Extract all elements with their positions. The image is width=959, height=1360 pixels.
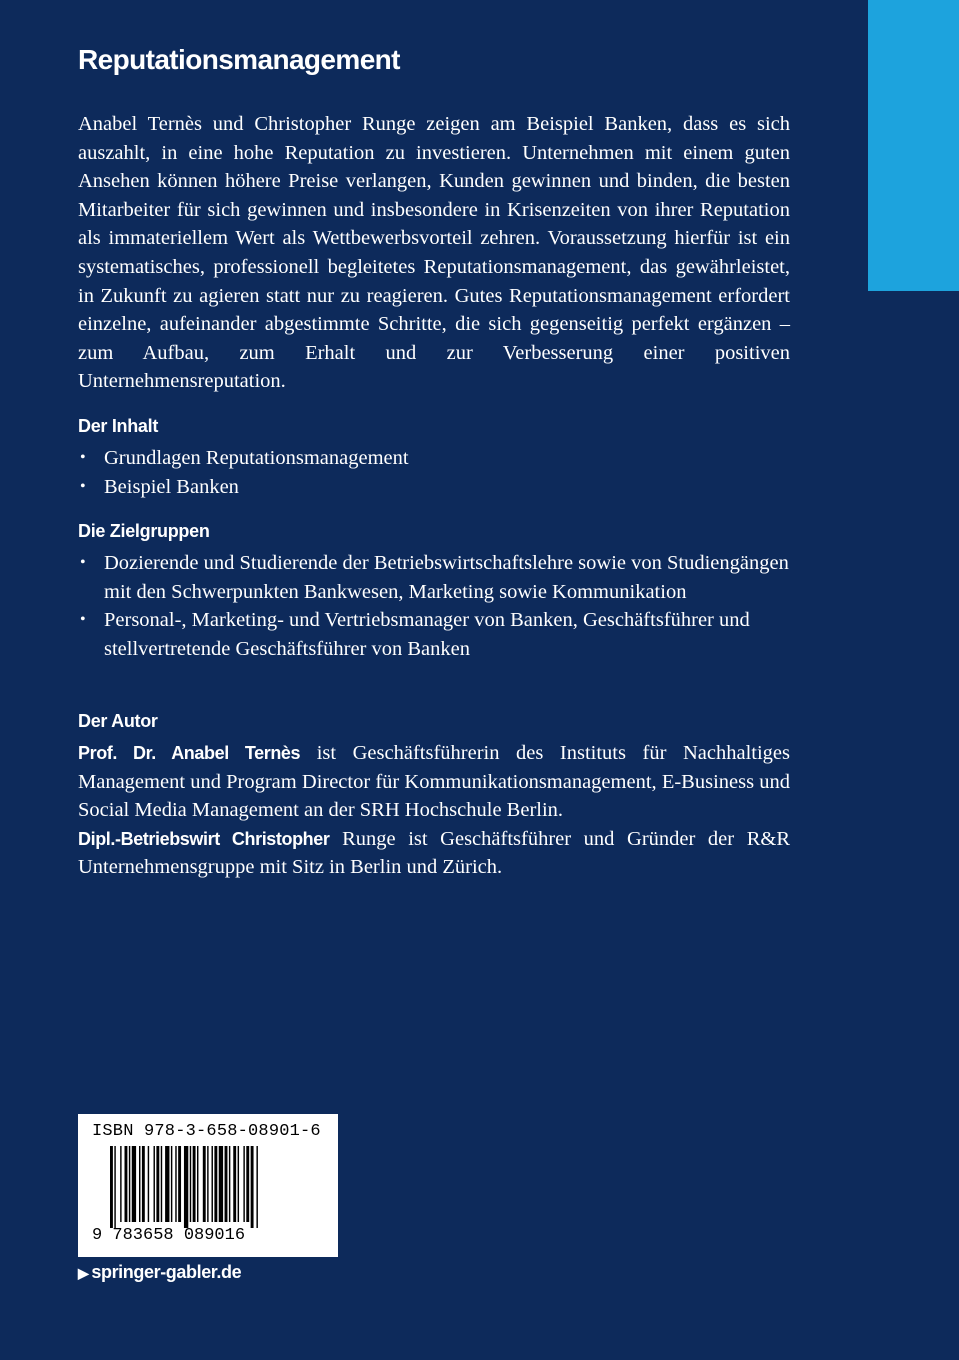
author-paragraph xyxy=(78,739,790,882)
list-item: • Personal-, Marketing- und Vertriebsmanager von Banken, Geschäftsführer und stellvertretende Geschäftsführer von Banken xyxy=(78,606,798,663)
list-item: • Grundlagen Reputationsmanagement xyxy=(78,444,798,473)
barcode-icon xyxy=(110,1146,310,1228)
bullet-icon: • xyxy=(80,449,86,466)
publisher-link[interactable]: ▶ springer-gabler.de xyxy=(78,1262,242,1282)
list-item: • Dozierende und Studierende der Betriebswirtschaftslehre sowie von Studiengängen mit den Schwerpunkten Bankwesen, Marketing sowie Kommunikation xyxy=(78,549,798,606)
bullet-icon: • xyxy=(80,611,86,629)
bullet-icon: • xyxy=(80,554,86,571)
isbn-barcode xyxy=(78,1114,338,1257)
section-heading-zielgruppen: Die Zielgruppen xyxy=(78,521,210,541)
arrow-right-icon: ▶ xyxy=(78,1265,89,1281)
intro-paragraph: Anabel Ternès und Christopher Runge zeigen am Beispiel Banken, dass es sich auszahlt, in eine hohe Reputation zu investieren. Unternehmen mit einem guten Ansehen können höhere Preise verlangen, Kunden gewinnen und binden, die besten Mitarbeiter für sich gewinnen und insbesondere in Krisenzeiten von ihrer Reputation als immateriellem Wert als Wettbewerbsvorteil zehren. Voraussetzung hierfür ist ein systematisches, professionell begleitetes Reputationsmanagement, das gewährleistet, in Zukunft zu agieren statt nur zu reagieren. Gutes Reputationsmanagement erfordert einzelne, aufeinander abgestimmte Schritte, die sich gegenseitig perfekt ergänzen – zum Aufbau, zum Erhalt und zur Verbesserung einer positiven Unternehmensreputation. xyxy=(78,113,790,393)
author2-bio: Runge ist Geschäftsführer und Gründer der R&R Unternehmensgruppe mit Sitz in Berlin und Zürich. xyxy=(78,827,790,879)
author1-name: Prof. Dr. Anabel Ternès xyxy=(78,743,301,763)
section-heading-inhalt: Der Inhalt xyxy=(78,416,159,436)
accent-color-bar xyxy=(868,0,959,291)
isbn-label: ISBN 978-3-658-08901-6 xyxy=(92,1122,321,1141)
bullet-icon: • xyxy=(80,477,86,495)
book-title: Reputationsmanagement xyxy=(78,44,400,75)
barcode-digits: 9 783658 089016 xyxy=(92,1226,246,1245)
zielgruppen-list xyxy=(78,549,798,663)
inhalt-list xyxy=(78,444,798,501)
list-item: • Beispiel Banken xyxy=(78,473,798,502)
author2-name: Dipl.-Betriebswirt Christopher xyxy=(78,828,330,849)
author1-bio: ist Geschäftsführerin des Instituts für Nachhaltiges Management und Program Director für Kommunikationsmanagement, E-Business und Social Media Management an der SRH Hochschule Berlin. xyxy=(78,742,790,822)
section-heading-autor: Der Autor xyxy=(78,711,158,731)
